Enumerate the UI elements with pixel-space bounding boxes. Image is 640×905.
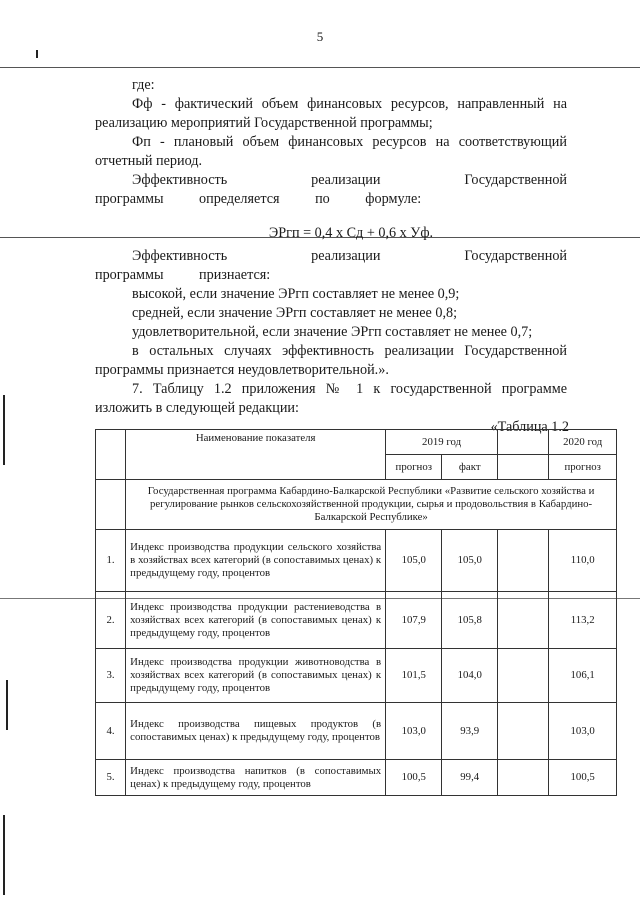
table-caption: «Таблица 1.2 bbox=[490, 419, 569, 435]
header-year-2020: 2020 год bbox=[549, 430, 617, 455]
header-fact-2019: факт bbox=[442, 455, 498, 480]
paragraph-formula-intro: Эффективность реализации Государственной программы определяется по формуле: bbox=[95, 172, 567, 207]
row-forecast-2020: 106,1 bbox=[549, 649, 617, 703]
page-number: 5 bbox=[316, 29, 324, 44]
row-fact-2019: 99,4 bbox=[442, 760, 498, 796]
body-text-2 bbox=[95, 247, 567, 437]
row-fact-2019: 105,8 bbox=[442, 592, 498, 649]
paragraph-eff-recognized: Эффективность реализации Государственной программы признается: bbox=[95, 248, 567, 283]
row-blank-cell bbox=[498, 649, 549, 703]
row-num: 2. bbox=[96, 592, 126, 649]
row-num: 4. bbox=[96, 703, 126, 760]
paragraph-ff: Фф - фактический объем финансовых ресурсов, направленный на реализацию мероприятий Государственной программы; bbox=[95, 96, 567, 131]
margin-mark bbox=[6, 680, 8, 730]
margin-mark bbox=[3, 815, 5, 895]
header-blank-cell bbox=[498, 430, 549, 455]
table-row bbox=[96, 703, 617, 760]
row-blank-cell bbox=[498, 760, 549, 796]
row-fact-2019: 105,0 bbox=[442, 530, 498, 592]
row-forecast-2019: 107,9 bbox=[386, 592, 442, 649]
subheader-blank-cell bbox=[498, 455, 549, 480]
row-forecast-2020: 113,2 bbox=[549, 592, 617, 649]
row-num: 5. bbox=[96, 760, 126, 796]
paragraph-gde: где: bbox=[132, 77, 155, 93]
header-num-cell bbox=[96, 430, 126, 480]
row-blank-cell bbox=[498, 703, 549, 760]
row-name: Индекс производства продукции животноводства в хозяйствах всех категорий (в сопоставимых ценах) к предыдущему году, процентов bbox=[126, 649, 386, 703]
row-name: Индекс производства пищевых продуктов (в сопоставимых ценах) к предыдущему году, процентов bbox=[126, 703, 386, 760]
row-forecast-2019: 103,0 bbox=[386, 703, 442, 760]
scan-line-top bbox=[0, 67, 640, 68]
paragraph-item7: 7. Таблицу 1.2 приложения № 1 к государственной программе изложить в следующей редакции: bbox=[95, 381, 567, 416]
body-text bbox=[95, 76, 567, 243]
indicators-table bbox=[95, 429, 617, 796]
program-title: Государственная программа Кабардино-Балкарской Республики «Развитие сельского хозяйства и регулирование рынков сельскохозяйственной продукции, сырья и продовольствия в Кабардино-Балкарской Республике» bbox=[126, 480, 617, 530]
row-forecast-2020: 100,5 bbox=[549, 760, 617, 796]
program-num-cell bbox=[96, 480, 126, 530]
paragraph-medium: средней, если значение ЭРгп составляет не менее 0,8; bbox=[132, 305, 458, 321]
row-num: 1. bbox=[96, 530, 126, 592]
header-forecast-2020: прогноз bbox=[549, 455, 617, 480]
paragraph-satisfactory: удовлетворительной, если значение ЭРгп составляет не менее 0,7; bbox=[132, 324, 533, 340]
margin-mark bbox=[36, 50, 38, 58]
table-row bbox=[96, 649, 617, 703]
row-blank-cell bbox=[498, 592, 549, 649]
header-forecast-2019: прогноз bbox=[386, 455, 442, 480]
paragraph-fp: Фп - плановый объем финансовых ресурсов на соответствующий отчетный период. bbox=[95, 134, 567, 169]
row-num: 3. bbox=[96, 649, 126, 703]
row-forecast-2019: 105,0 bbox=[386, 530, 442, 592]
row-forecast-2019: 100,5 bbox=[386, 760, 442, 796]
row-forecast-2019: 101,5 bbox=[386, 649, 442, 703]
paragraph-high: высокой, если значение ЭРгп составляет не менее 0,9; bbox=[132, 286, 460, 302]
row-fact-2019: 104,0 bbox=[442, 649, 498, 703]
table-header-row bbox=[96, 430, 617, 455]
header-year-2019: 2019 год bbox=[386, 430, 498, 455]
table-row bbox=[96, 530, 617, 592]
formula: ЭРгп = 0,4 х Сд + 0,6 х Уф. bbox=[268, 225, 434, 241]
row-forecast-2020: 110,0 bbox=[549, 530, 617, 592]
row-name: Индекс производства продукции растениеводства в хозяйствах всех категорий (в сопоставимых ценах) к предыдущему году, процентов bbox=[126, 592, 386, 649]
row-blank-cell bbox=[498, 530, 549, 592]
paragraph-other: в остальных случаях эффективность реализации Государственной программы признается неудовлетворительной.». bbox=[95, 343, 567, 378]
header-name: Наименование показателя bbox=[126, 430, 386, 480]
margin-mark bbox=[3, 395, 5, 465]
row-name: Индекс производства напитков (в сопоставимых ценах) к предыдущему году, процентов bbox=[126, 760, 386, 796]
row-forecast-2020: 103,0 bbox=[549, 703, 617, 760]
row-name: Индекс производства продукции сельского хозяйства в хозяйствах всех категорий (в сопоставимых ценах) к предыдущему году, процентов bbox=[126, 530, 386, 592]
table-row bbox=[96, 760, 617, 796]
table-row bbox=[96, 592, 617, 649]
row-fact-2019: 93,9 bbox=[442, 703, 498, 760]
program-row bbox=[96, 480, 617, 530]
